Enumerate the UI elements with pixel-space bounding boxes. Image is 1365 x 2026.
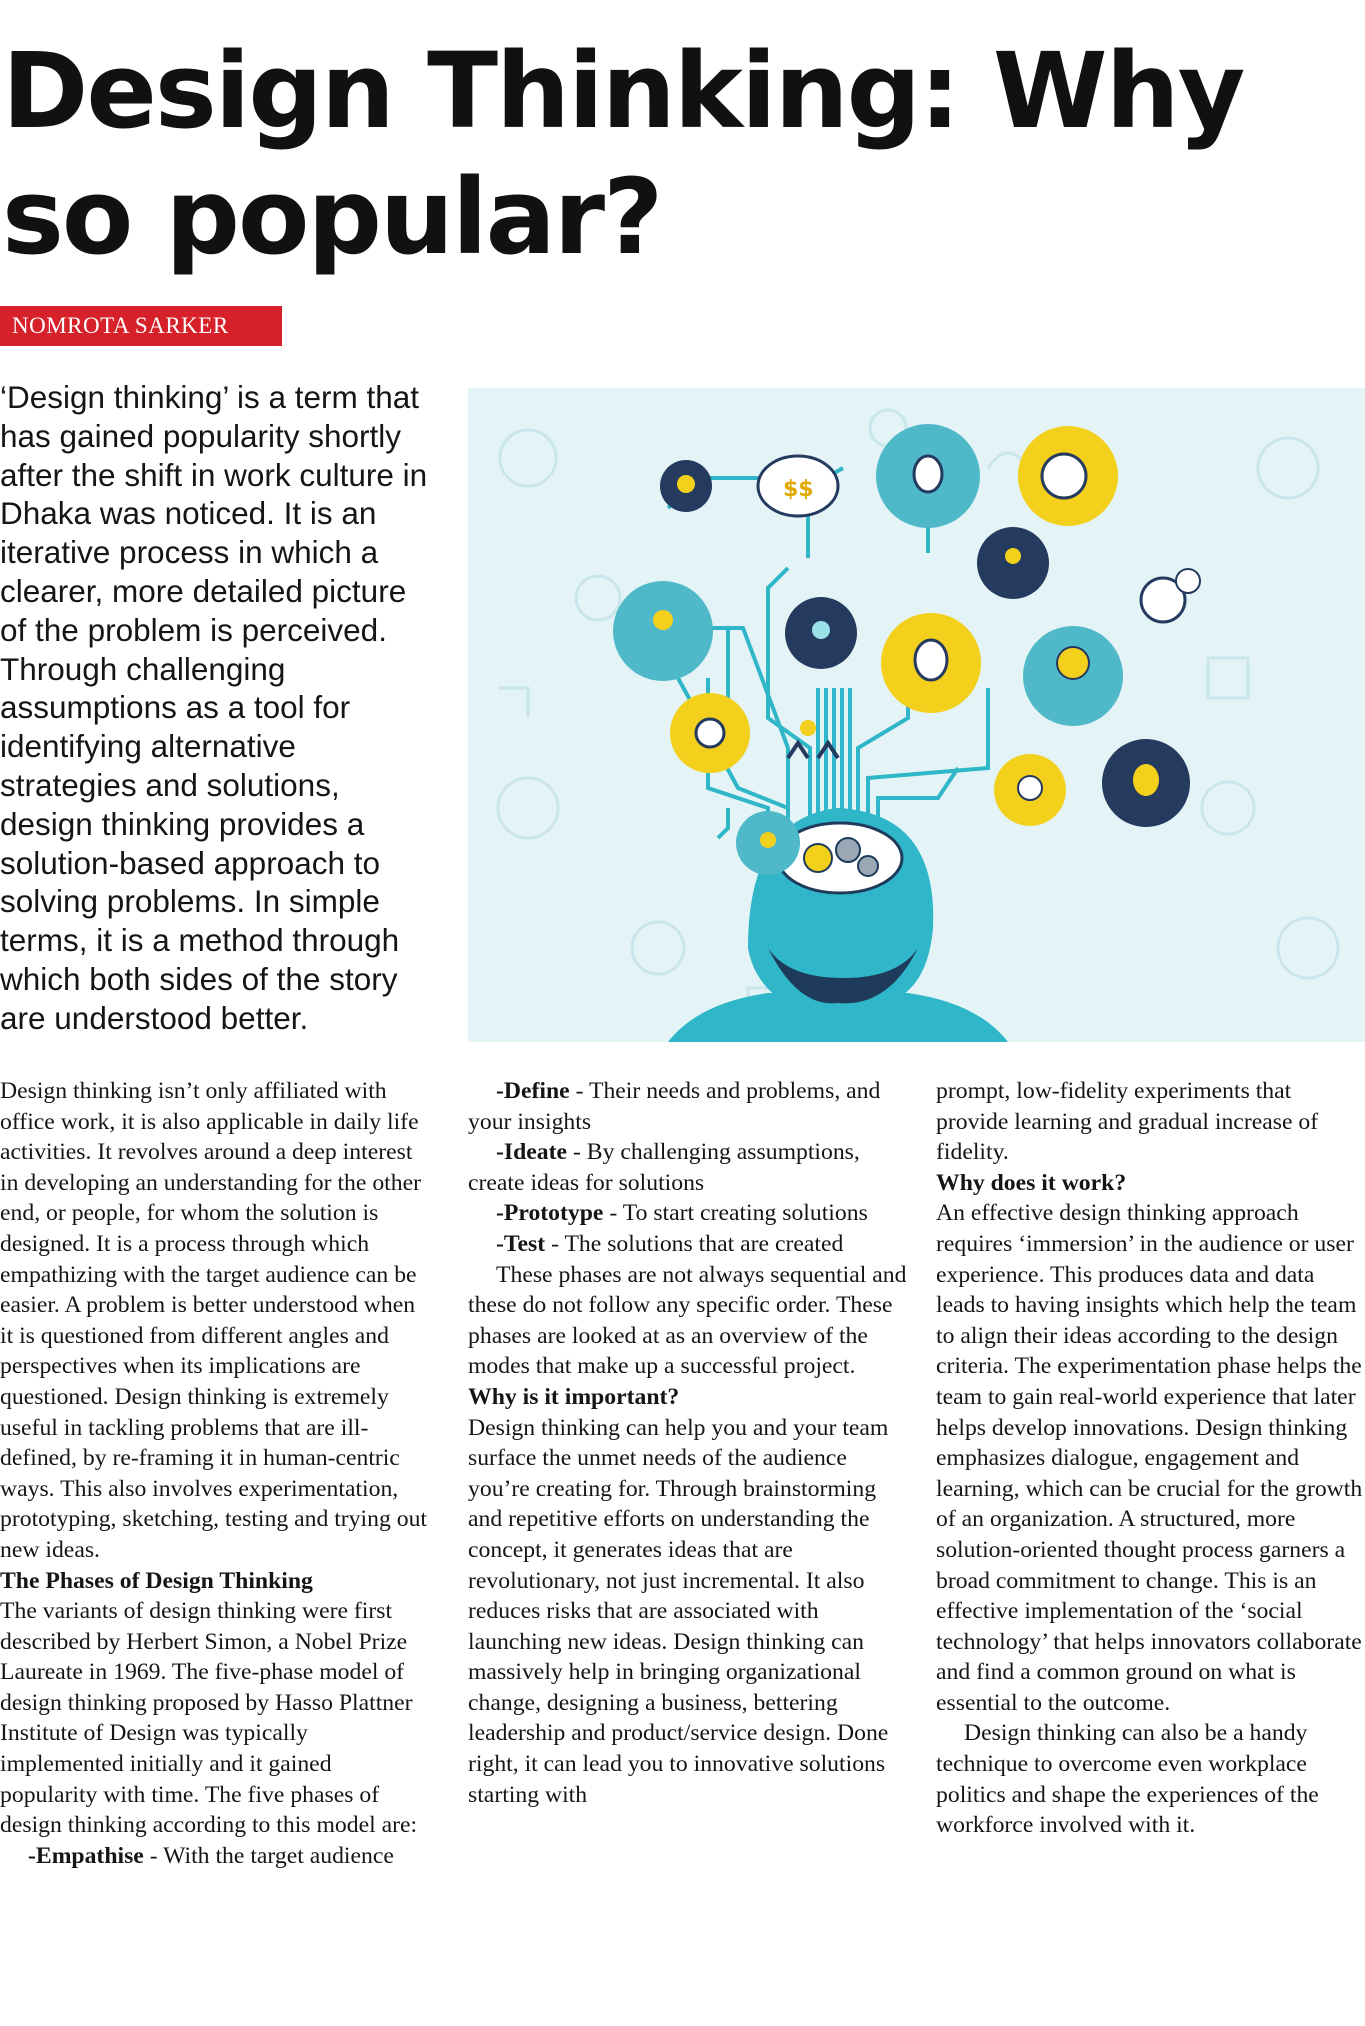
headline: Design Thinking: Why so popular? <box>2 30 1244 278</box>
phase-ideate-term: -Ideate <box>496 1139 568 1166</box>
design-thinking-illustration <box>468 388 1365 1042</box>
team-idea-icon <box>613 581 713 681</box>
col3-paragraph-2: Design thinking can also be a handy technique to overcome even workplace politics and shape the experiences of the workforce involved with it. <box>936 1720 1319 1839</box>
money-brain-icon <box>758 456 838 516</box>
phase-define <box>468 1076 908 1137</box>
phase-test-term: -Test <box>496 1230 546 1257</box>
col1-paragraph-2: The variants of design thinking were first described by Herbert Simon, a Nobel Prize Laureate in 1969. The five-phase model of design thinking proposed by Hasso Plattner Institute of Design was typically implemented initially and it gained popularity with time. The five phases of design thinking according to this model are: <box>0 1598 418 1839</box>
svg-text:$$: $$ <box>783 477 814 502</box>
col2-paragraph-2: Design thinking can help you and your team surface the unmet needs of the audience you’re creating for. Through brainstorming and repetitive efforts on understanding the concept, it generates ideas that are revolutionary, not just incremental. It also reduces risks that are associated with launching new ideas. Design thinking can massively help in bringing organizational change, designing a business, bettering leadership and product/service design. Done right, it can lead you to innovative solutions starting with <box>468 1414 889 1808</box>
phase-prototype-text: - To start creating solutions <box>603 1200 868 1227</box>
phase-prototype <box>468 1198 908 1229</box>
phase-empathise-term: -Empathise <box>28 1842 144 1869</box>
phase-test <box>468 1229 908 1260</box>
col2-paragraph-1: These phases are not always sequential and these do not follow any specific order. These phases are looked at as an overview of the modes that make up a successful project. <box>468 1261 907 1380</box>
phase-empathise-text: - With the target audience <box>143 1842 394 1869</box>
phase-define-term: -Define <box>496 1078 570 1104</box>
col1-heading-phases: The Phases of Design Thinking <box>0 1567 313 1594</box>
col1-paragraph-1: Design thinking isn’t only affiliated with office work, it is also applicable in daily life activities. It revolves around a deep interest in developing an understanding for the other end, or people, for whom the solution is designed. It is a process through which empathizing with the target audience can be easier. A problem is better understood when it is questioned from different angles and perspectives when its implications are questioned. Design thinking is extremely useful in tackling problems that are ill-defined, by re-framing it in human-centric ways. This also involves experimentation, prototyping, sketching, testing and trying out new ideas. <box>0 1078 427 1563</box>
column-1 <box>0 1076 430 1871</box>
column-3 <box>936 1076 1365 1841</box>
phase-test-text: - The solutions that are created <box>545 1230 844 1257</box>
phase-ideate <box>468 1137 908 1198</box>
phase-empathise <box>0 1841 430 1872</box>
col3-heading-why-work: Why does it work? <box>936 1169 1127 1196</box>
col2-heading-important: Why is it important? <box>468 1383 680 1410</box>
lede-paragraph: ‘Design thinking’ is a term that has gained popularity shortly after the shift in work culture in Dhaka was noticed. It is an iterative process in which a clearer, more detailed picture of the problem is perceived. Through challenging assumptions as a tool for identifying alternative strategies and solutions, design thinking provides a solution-based approach to solving problems. In simple terms, it is a method through which both sides of the story are understood better. <box>0 379 428 1036</box>
col3-paragraph-0: prompt, low-fidelity experiments that provide learning and gradual increase of fidelity. <box>936 1078 1319 1166</box>
col3-paragraph-1: An effective design thinking approach requires ‘immersion’ in the audience or user experience. This produces data and data leads to having insights which help the team to align their ideas according to the design criteria. The experimentation phase helps the team to gain real-world experience that later helps develop innovations. Design thinking emphasizes dialogue, engagement and learning, which can be crucial for the growth of an organization. A structured, more solution-oriented thought process garners a broad commitment to change. This is an effective implementation of the ‘social technology’ that helps innovators collaborate and find a common ground on what is essential to the outcome. <box>936 1200 1363 1716</box>
phase-ideate-text: - By challenging assumptions, create ideas for solutions <box>468 1139 860 1196</box>
byline: NOMROTA SARKER <box>0 306 282 346</box>
phase-define-text: - Their needs and problems, and your insights <box>468 1078 881 1135</box>
column-2 <box>468 1076 908 1810</box>
phase-prototype-term: -Prototype <box>496 1200 604 1227</box>
